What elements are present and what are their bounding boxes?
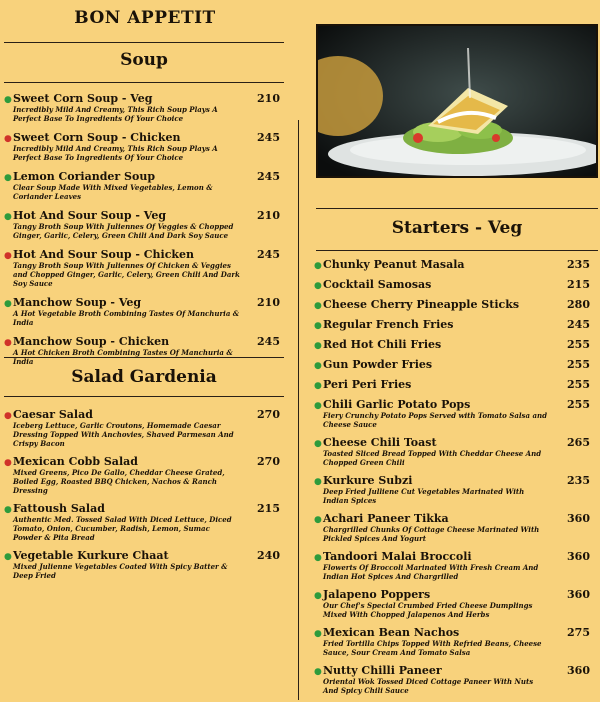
menu-item-price: 360 [567,512,590,525]
menu-item [4,335,280,366]
menu-item-row [314,550,590,563]
menu-item-price: 270 [257,408,280,421]
veg-indicator-icon: ● [314,341,322,351]
menu-item-name: Hot And Sour Soup - Veg [13,209,167,222]
menu-item-row [314,474,590,487]
menu-item [4,502,280,542]
menu-item-description: Fiery Crunchy Potato Pops Served with Tomato Salsa and Cheese Sauce [323,411,547,429]
menu-item-name: Nutty Chilli Paneer [323,664,442,677]
menu-item-price: 210 [257,92,280,105]
menu-item-price: 215 [567,278,590,291]
menu-item-price: 210 [257,209,280,222]
menu-item [314,278,590,291]
menu-item [4,209,280,240]
divider [316,250,598,251]
menu-item-price: 245 [257,131,280,144]
menu-item [314,258,590,271]
menu-item-name: Caesar Salad [13,408,93,421]
menu-item-row [4,455,280,468]
menu-item-name: Jalapeno Poppers [323,588,431,601]
section-title-soup: Soup [120,50,168,70]
menu-item-description: Deep Fried Julliene Cut Vegetables Marinated With Indian Spices [323,487,525,505]
menu-item-description: Clear Soup Made With Mixed Vegetables, Lemon & Coriander Leaves [13,183,213,201]
divider [316,208,598,209]
menu-item-row [314,398,590,411]
menu-item-row [314,338,590,351]
menu-item [314,318,590,331]
menu-item-row [4,296,280,309]
menu-item-row [314,588,590,601]
menu-item [314,474,590,505]
menu-item-row [4,408,280,421]
divider [4,42,284,43]
veg-indicator-icon: ● [314,591,322,601]
menu-item-row [4,92,280,105]
menu-item-name: Cocktail Samosas [323,278,432,291]
menu-item-name: Lemon Coriander Soup [13,170,156,183]
divider [4,82,284,83]
menu-item-price: 360 [567,588,590,601]
dish-photo [318,26,596,176]
menu-item-name: Manchow Soup - Chicken [13,335,170,348]
menu-item-name: Sweet Corn Soup - Veg [13,92,153,105]
menu-item [4,170,280,201]
menu-item-row [314,664,590,677]
veg-indicator-icon: ● [4,95,12,105]
menu-item-price: 245 [567,318,590,331]
menu-item-name: Sweet Corn Soup - Chicken [13,131,181,144]
menu-item-row [314,298,590,311]
menu-item [4,131,280,162]
veg-indicator-icon: ● [4,173,12,183]
menu-item-row [314,318,590,331]
menu-item-description: Our Chef's Special Crumbed Fried Cheese Dumplings Mixed With Chopped Jalapenos And Herbs [323,601,533,619]
salad-list [4,408,280,587]
menu-item [314,358,590,371]
menu-item-name: Manchow Soup - Veg [13,296,142,309]
menu-item-price: 235 [567,474,590,487]
menu-item-description: Toasted Sliced Bread Topped With Cheddar Cheese And Chopped Green Chili [323,449,542,467]
veg-indicator-icon: ● [4,212,12,222]
veg-indicator-icon: ● [314,301,322,311]
divider [4,357,284,358]
menu-item [4,92,280,123]
menu-item-price: 210 [257,296,280,309]
salad-plate-image [318,26,596,176]
veg-indicator-icon: ● [4,505,12,515]
menu-item [314,550,590,581]
menu-item-name: Hot And Sour Soup - Chicken [13,248,195,261]
menu-item-name: Chili Garlic Potato Pops [323,398,471,411]
menu-item-price: 245 [257,170,280,183]
menu-item-name: Peri Peri Fries [323,378,412,391]
menu-item-price: 255 [567,378,590,391]
veg-indicator-icon: ● [4,251,12,261]
menu-item [314,378,590,391]
menu-item-price: 255 [567,338,590,351]
menu-item [314,338,590,351]
starters-list [314,258,590,702]
menu-item-row [4,248,280,261]
menu-item [314,398,590,429]
veg-indicator-icon: ● [314,439,322,449]
menu-item-row [314,258,590,271]
menu-item-description: Fried Tortilla Chips Topped With Refried Beans, Cheese Sauce, Sour Cream And Tomato Salsa [323,639,542,657]
veg-indicator-icon: ● [314,515,322,525]
menu-item-price: 280 [567,298,590,311]
menu-item-name: Fattoush Salad [13,502,105,515]
veg-indicator-icon: ● [314,281,322,291]
menu-item-row [314,278,590,291]
menu-item [314,512,590,543]
menu-item [4,296,280,327]
veg-indicator-icon: ● [4,411,12,421]
menu-item-name: Red Hot Chili Fries [323,338,442,351]
menu-item-row [314,512,590,525]
menu-item-description: Mixed Julienne Vegetables Coated With Spicy Batter & Deep Fried [13,562,228,580]
menu-item-description: Authentic Med. Tossed Salad With Diced Lettuce, Diced Tomato, Onion, Cucumber, Radish, Lemon, Sumac Powder & Pita Bread [13,515,232,542]
menu-item-price: 240 [257,549,280,562]
menu-item-description: Flowerts Of Broccoli Marinated With Fresh Cream And Indian Hot Spices And Chargrilled [323,563,539,581]
menu-item-row [4,209,280,222]
menu-item-name: Regular French Fries [323,318,454,331]
menu-item-name: Gun Powder Fries [323,358,433,371]
menu-item-description: Incredibly Mild And Creamy, This Rich Soup Plays A Perfect Base To Ingredients Of Your Choice [13,144,218,162]
menu-item-name: Vegetable Kurkure Chaat [13,549,169,562]
menu-item-description: A Hot Chicken Broth Combining Tastes Of Manchuria & India [13,348,233,366]
veg-indicator-icon: ● [4,552,12,562]
section-title-salad: Salad Gardenia [71,367,217,387]
menu-item-price: 360 [567,664,590,677]
menu-item-price: 275 [567,626,590,639]
menu-item-price: 245 [257,335,280,348]
divider [4,396,284,397]
menu-item-name: Cheese Cherry Pineapple Sticks [323,298,520,311]
menu-item-description: Tangy Broth Soup With Juliennes Of Veggies & Chopped Ginger, Garlic, Celery, Green Chili And Dark Soy Sauce [13,222,234,240]
veg-indicator-icon: ● [314,667,322,677]
veg-indicator-icon: ● [314,361,322,371]
menu-item-name: Cheese Chili Toast [323,436,437,449]
menu-item-row [4,335,280,348]
veg-indicator-icon: ● [314,321,322,331]
menu-item-row [314,436,590,449]
menu-item [4,549,280,580]
menu-item-name: Chunky Peanut Masala [323,258,465,271]
section-title-starters: Starters - Veg [391,218,523,238]
menu-item-price: 265 [567,436,590,449]
menu-item-row [4,549,280,562]
menu-item-price: 255 [567,398,590,411]
menu-item-row [4,502,280,515]
menu-item-price: 215 [257,502,280,515]
menu-item-name: Mexican Cobb Salad [13,455,138,468]
veg-indicator-icon: ● [314,381,322,391]
menu-item [314,436,590,467]
veg-indicator-icon: ● [4,299,12,309]
menu-item-description: Tangy Broth Soup With Juliennes Of Chicken & Veggies and Chopped Ginger, Garlic, Celery, Green Chili And Dark Soy Sauce [13,261,240,288]
veg-indicator-icon: ● [4,338,12,348]
menu-item [4,248,280,288]
menu-item-row [314,626,590,639]
menu-item-name: Tandoori Malai Broccoli [323,550,472,563]
veg-indicator-icon: ● [314,629,322,639]
menu-item-description: Iceberg Lettuce, Garlic Croutons, Homemade Caesar Dressing Topped With Anchovies, Shaved Parmesan And Crispy Bacon [13,421,234,448]
menu-item-name: Kurkure Subzi [323,474,413,487]
menu-item-row [314,378,590,391]
menu-item-description: A Hot Vegetable Broth Combining Tastes Of Manchuria & India [13,309,240,327]
menu-item-row [4,170,280,183]
menu-item-description: Chargrilled Chunks Of Cottage Cheese Marinated With Pickled Spices And Yogurt [323,525,540,543]
menu-item-row [4,131,280,144]
veg-indicator-icon: ● [314,261,322,271]
veg-indicator-icon: ● [4,134,12,144]
menu-item [314,626,590,657]
menu-item-description: Oriental Wok Tossed Diced Cottage Paneer With Nuts And Spicy Chili Sauce [323,677,534,695]
menu-item [4,455,280,495]
menu-item-description: Mixed Greens, Pico De Gallo, Cheddar Cheese Grated, Boiled Egg, Roasted BBQ Chicken, Nachos & Ranch Dressing [13,468,225,495]
menu-item-price: 255 [567,358,590,371]
veg-indicator-icon: ● [314,401,322,411]
soup-list [4,92,280,374]
menu-item [314,664,590,695]
menu-item-name: Mexican Bean Nachos [323,626,460,639]
menu-item [4,408,280,448]
menu-item-price: 270 [257,455,280,468]
menu-item-description: Incredibly Mild And Creamy, This Rich Soup Plays A Perfect Base To Ingredients Of Your Choice [13,105,218,123]
menu-item [314,298,590,311]
menu-item-price: 235 [567,258,590,271]
menu-item-price: 360 [567,550,590,563]
menu-item-name: Achari Paneer Tikka [323,512,449,525]
veg-indicator-icon: ● [314,553,322,563]
veg-indicator-icon: ● [4,458,12,468]
restaurant-name: BON APPETIT [74,8,216,28]
veg-indicator-icon: ● [314,477,322,487]
menu-item-row [314,358,590,371]
menu-item [314,588,590,619]
column-divider [298,120,299,700]
menu-item-price: 245 [257,248,280,261]
